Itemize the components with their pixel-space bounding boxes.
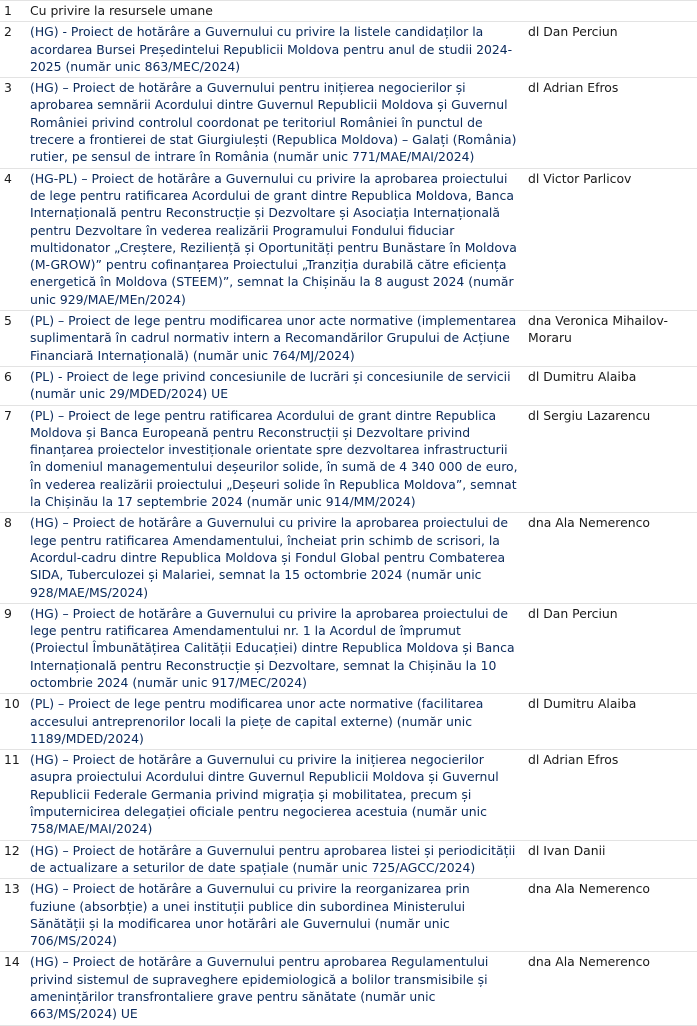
row-responsible: dl Victor Parlicov xyxy=(524,168,697,310)
table-row xyxy=(0,879,697,952)
table-row xyxy=(0,513,697,603)
table-row xyxy=(0,366,697,405)
row-responsible: dl Dan Perciun xyxy=(524,22,697,78)
row-number: 11 xyxy=(0,750,24,840)
table-row xyxy=(0,22,697,78)
row-description-text: (PL) – Proiect de lege pentru ratificarea Acordului de grant dintre Republica Moldova și Banca Europeană pentru Reconstrucții și Dezvoltare privind finanțarea proiectelor investiționale orientate spre dezvoltarea infrastructurii în domeniul managementului deșeurilor solide, în sumă de 4 340 000 de euro, în vederea realizării proiectului „Deșeuri solide în Republica Moldova”, semnat la Chișinău la 17 septembrie 2024 (număr unic 914/MM/2024) xyxy=(30,407,518,510)
row-responsible: dl Dan Perciun xyxy=(524,603,697,693)
row-number: 6 xyxy=(0,366,24,405)
row-number: 14 xyxy=(0,952,24,1025)
table-row xyxy=(0,1,697,22)
row-number: 9 xyxy=(0,603,24,693)
agenda-body xyxy=(0,1,697,1026)
row-description-text: (HG) - Proiect de hotărâre a Guvernului cu privire la listele candidaților la acordarea Bursei Președintelui Republicii Moldova pentru anul de studii 2024-2025 (număr unic 863/MEC/2024) xyxy=(30,24,513,74)
row-number: 13 xyxy=(0,879,24,952)
row-number: 5 xyxy=(0,311,24,367)
table-row xyxy=(0,405,697,513)
row-responsible: dl Sergiu Lazarencu xyxy=(524,405,697,513)
row-description-text: (HG) – Proiect de hotărâre a Guvernului cu privire la inițierea negocierilor asupra proiectului Acordului dintre Guvernul Republicii Moldova și Guvernul Republicii Federale Germania privind migrația și mobilitatea, precum și împuternicirea delegației oficiale pentru negocierea acestuia (număr unic 758/MAE/MAI/2024) xyxy=(30,752,499,837)
table-row xyxy=(0,840,697,879)
row-responsible: dna Ala Nemerenco xyxy=(524,879,697,952)
row-description xyxy=(24,694,524,750)
row-description-text: (HG) – Proiect de hotărâre a Guvernului pentru aprobarea Regulamentului privind sistemul de supraveghere epidemiologică a bolilor transmisibile și amenințărilor transfrontaliere grave pentru sănătate (număr unic 663/MS/2024) UE xyxy=(30,954,489,1022)
row-description xyxy=(24,78,524,168)
row-description-text: (PL) – Proiect de lege pentru modificarea unor acte normative (facilitarea accesului antreprenorilor locali la piețe de capital externe) (număr unic 1189/MDED/2024) xyxy=(30,696,484,746)
row-description-text: (HG) – Proiect de hotărâre a Guvernului cu privire la aprobarea proiectului de lege pentru ratificarea Amendamentului, încheiat prin schimb de scrisori, la Acordul-cadru dintre Republica Moldova și Fondul Global pentru Combaterea SIDA, Tuberculozei și Malariei, semnat la 15 octombrie 2024 (număr unic 928/MAE/MS/2024) xyxy=(30,515,509,600)
row-responsible: dna Ala Nemerenco xyxy=(524,513,697,603)
row-description-text: (HG) – Proiect de hotărâre a Guvernului cu privire la reorganizarea prin fuziune (absorbție) a unei instituții publice din subordinea Ministerului Sănătății și la modificarea unor hotărâri ale Guvernului (număr unic 706/MS/2024) xyxy=(30,881,470,949)
row-responsible: dl Dumitru Alaiba xyxy=(524,694,697,750)
row-responsible: dl Adrian Efros xyxy=(524,78,697,168)
row-description xyxy=(24,405,524,513)
row-description xyxy=(24,311,524,367)
row-description xyxy=(24,603,524,693)
row-number: 10 xyxy=(0,694,24,750)
row-description-text: (PL) - Proiect de lege privind concesiunile de lucrări și concesiunile de servicii (număr unic 29/MDED/2024) UE xyxy=(30,368,511,402)
row-description xyxy=(24,168,524,310)
table-row xyxy=(0,168,697,310)
row-responsible: dl Adrian Efros xyxy=(524,750,697,840)
row-responsible: dna Veronica Mihailov-Moraru xyxy=(524,311,697,367)
table-row xyxy=(0,603,697,693)
row-description xyxy=(24,952,524,1025)
row-number: 1 xyxy=(0,1,24,22)
row-description xyxy=(24,366,524,405)
table-row xyxy=(0,311,697,367)
row-description-text: (PL) – Proiect de lege pentru modificarea unor acte normative (implementarea suplimentară în cadrul normativ intern a Recomandărilor Grupului de Acțiune Financiară Internațională) (număr unic 764/MJ/2024) xyxy=(30,313,517,363)
table-row xyxy=(0,694,697,750)
row-responsible: dna Ala Nemerenco xyxy=(524,952,697,1025)
table-row xyxy=(0,952,697,1025)
row-responsible: dl Ivan Danii xyxy=(524,840,697,879)
row-number: 4 xyxy=(0,168,24,310)
row-description-text: (HG-PL) – Proiect de hotărâre a Guvernului cu privire la aprobarea proiectului de lege pentru ratificarea Acordului de grant dintre Republica Moldova, Banca Internațională pentru Reconstrucție și Dezvoltare și Asociația Internațională pentru Dezvoltare în vederea realizării Programului Fondului fiduciar multidonator „Creștere, Reziliență și Oportunități pentru Bunăstare în Moldova (M-GROW)” pentru cofinanțarea Proiectului „Tranziția durabilă către eficiența energetică în Moldova (STEEM)”, semnat la Chișinău la 8 august 2024 (număr unic 929/MAE/MEn/2024) xyxy=(30,170,517,307)
row-description xyxy=(24,22,524,78)
row-description-text: (HG) – Proiect de hotărâre a Guvernului pentru aprobarea listei și periodicității de actualizare a seturilor de date spațiale (număr unic 725/AGCC/2024) xyxy=(30,842,516,875)
row-description xyxy=(24,1,524,22)
row-description-text: Cu privire la resursele umane xyxy=(30,3,213,18)
row-number: 7 xyxy=(0,405,24,513)
table-row xyxy=(0,750,697,840)
row-number: 2 xyxy=(0,22,24,78)
row-description xyxy=(24,879,524,952)
row-number: 8 xyxy=(0,513,24,603)
row-number: 12 xyxy=(0,840,24,879)
row-description xyxy=(24,513,524,603)
row-description xyxy=(24,750,524,840)
row-description-text: (HG) – Proiect de hotărâre a Guvernului cu privire la aprobarea proiectului de lege pentru ratificarea Amendamentului nr. 1 la Acordul de împrumut (Proiectul Îmbunătățirea Calității Educației) dintre Republica Moldova și Banca Internațională pentru Reconstrucție și Dezvoltare, semnat la Chișinău la 10 octombrie 2024 (număr unic 917/MEC/2024) xyxy=(30,605,515,690)
row-responsible xyxy=(524,1,697,22)
row-number: 3 xyxy=(0,78,24,168)
table-row xyxy=(0,78,697,168)
row-responsible: dl Dumitru Alaiba xyxy=(524,366,697,405)
row-description-text: (HG) – Proiect de hotărâre a Guvernului pentru inițierea negocierilor și aprobarea semnării Acordului dintre Guvernul Republicii Moldova și Guvernul României privind controlul coordonat pe teritoriul României în punctul de trecere a frontierei de stat Giurgiulești (Republica Moldova) – Galați (România) rutier, pe sensul de intrare în România (număr unic 771/MAE/MAI/2024) xyxy=(30,80,517,165)
row-description xyxy=(24,840,524,879)
